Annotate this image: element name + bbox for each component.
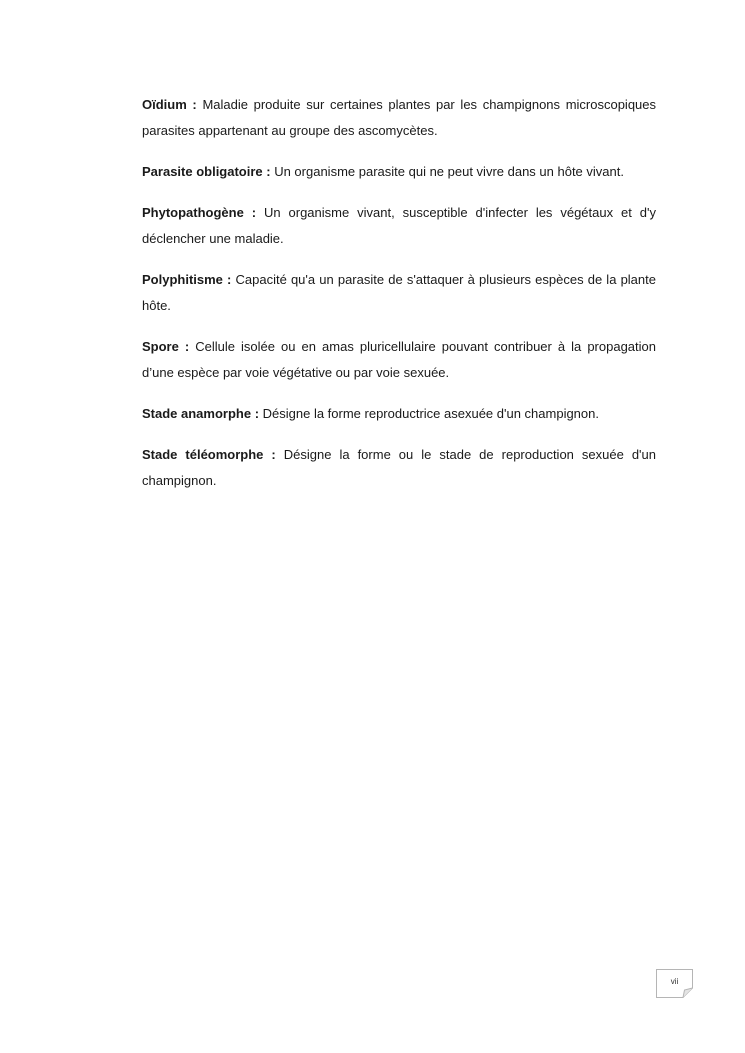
glossary-entry-stade-anamorphe: [142, 401, 656, 427]
page-number-folded-corner-box: [656, 969, 693, 998]
glossary-entry-parasite-obligatoire: [142, 159, 656, 185]
glossary-term: Polyphitisme :: [142, 272, 232, 287]
glossary-definition: Capacité qu'a un parasite de s'attaquer à plusieurs espèces de la plante hôte.: [142, 272, 656, 313]
glossary-page-content: [142, 92, 656, 509]
glossary-entry-polyphitisme: [142, 267, 656, 319]
glossary-term: Phytopathogène :: [142, 205, 257, 220]
glossary-entry-phytopathogene: [142, 200, 656, 252]
glossary-term: Oïdium :: [142, 97, 197, 112]
glossary-definition: Un organisme vivant, susceptible d'infecter les végétaux et d'y déclencher une maladie.: [142, 205, 656, 246]
glossary-definition: Cellule isolée ou en amas pluricellulaire pouvant contribuer à la propagation d’une espèce par voie végétative ou par voie sexuée.: [142, 339, 656, 380]
glossary-definition: Maladie produite sur certaines plantes par les champignons microscopiques parasites appartenant au groupe des ascomycètes.: [142, 97, 657, 138]
glossary-entry-spore: [142, 334, 656, 386]
glossary-definition: Un organisme parasite qui ne peut vivre dans un hôte vivant.: [270, 164, 624, 179]
glossary-definition: Désigne la forme ou le stade de reproduction sexuée d'un champignon.: [142, 447, 656, 488]
glossary-entry-oidium: [142, 92, 656, 144]
glossary-term: Parasite obligatoire :: [142, 164, 271, 179]
glossary-term: Spore :: [142, 339, 190, 354]
glossary-term: Stade anamorphe :: [142, 406, 260, 421]
glossary-term: Stade téléomorphe :: [142, 447, 276, 462]
glossary-entry-stade-teleomorphe: [142, 442, 656, 494]
glossary-definition: Désigne la forme reproductrice asexuée d'un champignon.: [259, 406, 599, 421]
page-number: vii: [670, 977, 679, 986]
